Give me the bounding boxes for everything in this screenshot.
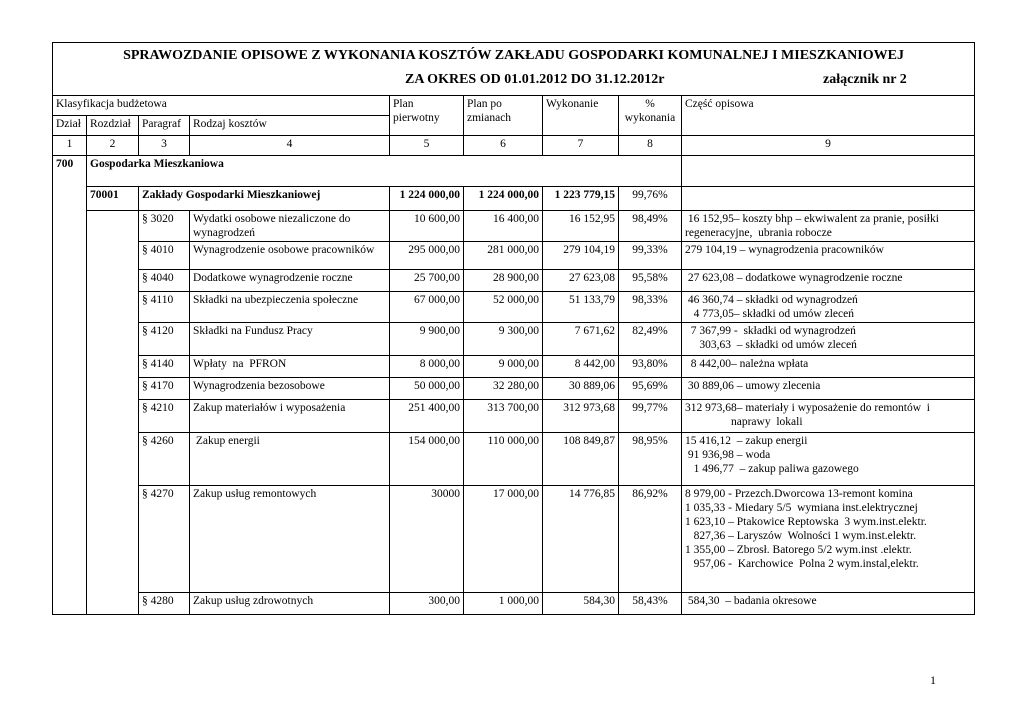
description-line: 27 623,08 – dodatkowe wynagrodzenie roczne	[685, 272, 903, 284]
paragraf-cell: § 4170	[139, 378, 190, 400]
table-row	[53, 486, 975, 593]
description-line: 30 889,06 – umowy zlecenia	[685, 380, 821, 392]
percent-cell: 98,95%	[619, 433, 682, 486]
cost-type-cell: Zakup energii	[190, 433, 390, 486]
percent-symbol: %	[645, 98, 655, 110]
plan-after-cell: 9 300,00	[464, 323, 543, 356]
execution-cell: 51 133,79	[543, 292, 619, 323]
cost-type-cell: Składki na Fundusz Pracy	[190, 323, 390, 356]
description-line: 91 936,98 – woda	[685, 449, 771, 461]
table-row	[53, 378, 975, 400]
spacer-cell	[53, 323, 87, 356]
description-line: 584,30 – badania okresowe	[685, 595, 817, 607]
paragraf-cell: § 4140	[139, 356, 190, 378]
spacer-cell	[53, 400, 87, 433]
execution-cell: 7 671,62	[543, 323, 619, 356]
table-row	[53, 593, 975, 615]
section-description	[682, 156, 975, 187]
percent-cell: 95,69%	[619, 378, 682, 400]
paragraf-cell: § 4260	[139, 433, 190, 486]
cost-type-cell: Wpłaty na PFRON	[190, 356, 390, 378]
column-number: 6	[464, 136, 543, 156]
spacer-cell	[87, 433, 139, 486]
plan-original-cell: 25 700,00	[390, 270, 464, 292]
subsection-description	[682, 187, 975, 211]
spacer-cell	[87, 400, 139, 433]
description-cell	[682, 323, 975, 356]
spacer-cell	[53, 593, 87, 615]
column-number: 1	[53, 136, 87, 156]
subsection-name: Zakłady Gospodarki Mieszkaniowej	[139, 187, 390, 211]
subsection-execution: 1 223 779,15	[543, 187, 619, 211]
column-number: 8	[619, 136, 682, 156]
column-number: 3	[139, 136, 190, 156]
cost-type-cell: Dodatkowe wynagrodzenie roczne	[190, 270, 390, 292]
description-line: 1 623,10 – Ptakowice Reptowska 3 wym.inst.elektr.	[685, 516, 927, 528]
paragraf-cell: § 4010	[139, 242, 190, 270]
plan-original-cell: 154 000,00	[390, 433, 464, 486]
description-line: 15 416,12 – zakup energii	[685, 435, 808, 447]
subsection-plan-after: 1 224 000,00	[464, 187, 543, 211]
description-line: naprawy lokali	[685, 416, 803, 428]
execution-cell: 584,30	[543, 593, 619, 615]
description-cell	[682, 242, 975, 270]
column-number: 7	[543, 136, 619, 156]
table-row	[53, 356, 975, 378]
subsection-percent: 99,76%	[619, 187, 682, 211]
description-line: 7 367,99 - składki od wynagrodzeń	[685, 325, 856, 337]
description-cell	[682, 400, 975, 433]
description-line: 4 773,05– składki od umów zleceń	[685, 308, 854, 320]
spacer-cell	[87, 593, 139, 615]
description-header: Część opisowa	[682, 96, 975, 136]
plan-after-cell: 1 000,00	[464, 593, 543, 615]
plan-original-cell: 300,00	[390, 593, 464, 615]
plan-after-cell: 9 000,00	[464, 356, 543, 378]
rodzaj-header: Rodzaj kosztów	[190, 116, 390, 136]
page-number: 1	[930, 673, 936, 687]
table-row	[53, 292, 975, 323]
execution-cell: 16 152,95	[543, 211, 619, 242]
plan-original-cell: 8 000,00	[390, 356, 464, 378]
description-line: 827,36 – Laryszów Wolności 1 wym.inst.elektr.	[685, 530, 917, 542]
execution-cell: 14 776,85	[543, 486, 619, 593]
spacer-cell	[53, 433, 87, 486]
column-number: 5	[390, 136, 464, 156]
table-row	[53, 400, 975, 433]
subsection-code: 70001	[87, 187, 139, 211]
cost-type-cell: Zakup materiałów i wyposażenia	[190, 400, 390, 433]
plan-original-cell: 10 600,00	[390, 211, 464, 242]
plan-original-cell: 251 400,00	[390, 400, 464, 433]
rozdzial-header: Rozdział	[87, 116, 139, 136]
plan-after-cell: 28 900,00	[464, 270, 543, 292]
percent-cell: 93,80%	[619, 356, 682, 378]
paragraf-cell: § 4040	[139, 270, 190, 292]
table-row	[53, 211, 975, 242]
description-line: 8 442,00– należna wpłata	[685, 358, 809, 370]
plan-after-header: Plan po zmianach	[464, 96, 543, 136]
paragraf-cell: § 4270	[139, 486, 190, 593]
spacer-cell	[87, 486, 139, 593]
description-cell	[682, 378, 975, 400]
table-row	[53, 242, 975, 270]
description-line: 1 355,00 – Zbrosł. Batorego 5/2 wym.inst .elektr.	[685, 544, 912, 556]
description-line: 303,63 – składki od umów zleceń	[685, 339, 857, 351]
percent-subtitle: wykonania	[624, 112, 676, 124]
description-line: 1 496,77 – zakup paliwa gazowego	[685, 463, 859, 475]
spacer-cell	[87, 378, 139, 400]
description-cell	[682, 486, 975, 593]
percent-cell: 99,33%	[619, 242, 682, 270]
description-cell	[682, 211, 975, 242]
percent-cell: 98,49%	[619, 211, 682, 242]
spacer-cell	[53, 242, 87, 270]
spacer-cell	[53, 486, 87, 593]
budget-classification-header: Klasyfikacja budżetowa	[53, 96, 390, 116]
section-name: Gospodarka Mieszkaniowa	[87, 156, 682, 187]
percent-cell: 86,92%	[619, 486, 682, 593]
dzial-header: Dział	[53, 116, 87, 136]
spacer-cell	[53, 378, 87, 400]
description-line: 1 035,33 - Miedary 5/5 wymiana inst.elektrycznej	[685, 502, 918, 514]
description-line: 46 360,74 – składki od wynagrodzeń	[685, 294, 858, 306]
plan-original-cell: 50 000,00	[390, 378, 464, 400]
plan-original-cell: 30000	[390, 486, 464, 593]
plan-after-cell: 32 280,00	[464, 378, 543, 400]
plan-original-cell: 67 000,00	[390, 292, 464, 323]
percent-cell: 98,33%	[619, 292, 682, 323]
spacer-cell	[87, 356, 139, 378]
plan-after-cell: 281 000,00	[464, 242, 543, 270]
percent-cell: 58,43%	[619, 593, 682, 615]
execution-cell: 27 623,08	[543, 270, 619, 292]
spacer-cell	[87, 270, 139, 292]
table-row	[53, 323, 975, 356]
plan-after-cell: 52 000,00	[464, 292, 543, 323]
plan-after-cell: 313 700,00	[464, 400, 543, 433]
paragraf-header: Paragraf	[139, 116, 190, 136]
execution-header: Wykonanie	[543, 96, 619, 136]
table-row	[53, 270, 975, 292]
report-table	[52, 42, 975, 615]
title-line: SPRAWOZDANIE OPISOWE Z WYKONANIA KOSZTÓW ZAKŁADU GOSPODARKI KOMUNALNEJ I MIESZKANIOWEJ	[123, 48, 904, 63]
spacer-cell	[53, 356, 87, 378]
subsection-row	[53, 187, 975, 211]
paragraf-cell: § 4280	[139, 593, 190, 615]
description-cell	[682, 593, 975, 615]
paragraf-cell: § 4210	[139, 400, 190, 433]
description-line: 8 979,00 - Przezch.Dworcowa 13-remont komina	[685, 488, 913, 500]
execution-cell: 8 442,00	[543, 356, 619, 378]
percent-cell: 82,49%	[619, 323, 682, 356]
annex-label: załącznik nr 2	[823, 72, 907, 87]
spacer-cell	[87, 211, 139, 242]
subsection-plan-original: 1 224 000,00	[390, 187, 464, 211]
description-line: 312 973,68– materiały i wyposażenie do remontów i	[685, 402, 930, 414]
execution-cell: 279 104,19	[543, 242, 619, 270]
spacer-cell	[53, 211, 87, 242]
cost-type-cell: Wynagrodzenia bezosobowe	[190, 378, 390, 400]
description-line: 957,06 - Karchowice Polna 2 wym.instal,elektr.	[685, 558, 919, 570]
report-period: ZA OKRES OD 01.01.2012 DO 31.12.2012r	[405, 72, 665, 87]
description-cell	[682, 356, 975, 378]
description-cell	[682, 292, 975, 323]
plan-original-header: Plan pierwotny	[390, 96, 464, 136]
percent-cell: 99,77%	[619, 400, 682, 433]
section-code: 700	[53, 156, 87, 187]
plan-after-cell: 17 000,00	[464, 486, 543, 593]
spacer-cell	[87, 323, 139, 356]
description-line: regeneracyjne, ubrania robocze	[685, 227, 832, 239]
cost-type-cell: Wydatki osobowe niezaliczone do wynagrodzeń	[190, 211, 390, 242]
spacer-cell	[87, 242, 139, 270]
description-line: 279 104,19 – wynagrodzenia pracowników	[685, 244, 884, 256]
spacer-cell	[53, 270, 87, 292]
cost-type-cell: Składki na ubezpieczenia społeczne	[190, 292, 390, 323]
column-numbers-row	[53, 136, 975, 156]
plan-original-cell: 9 900,00	[390, 323, 464, 356]
section-row	[53, 156, 975, 187]
column-number: 9	[682, 136, 975, 156]
description-line: 16 152,95– koszty bhp – ekwiwalent za pranie, posiłki	[685, 213, 939, 225]
cost-type-cell: Zakup usług remontowych	[190, 486, 390, 593]
plan-after-cell: 16 400,00	[464, 211, 543, 242]
paragraf-cell: § 4120	[139, 323, 190, 356]
description-cell	[682, 433, 975, 486]
percent-header	[619, 96, 682, 136]
column-number: 2	[87, 136, 139, 156]
spacer-cell	[53, 292, 87, 323]
execution-cell: 30 889,06	[543, 378, 619, 400]
description-cell	[682, 270, 975, 292]
table-row	[53, 433, 975, 486]
spacer-cell	[87, 292, 139, 323]
execution-cell: 108 849,87	[543, 433, 619, 486]
percent-cell: 95,58%	[619, 270, 682, 292]
report-document	[52, 42, 974, 615]
cost-type-cell: Zakup usług zdrowotnych	[190, 593, 390, 615]
plan-after-cell: 110 000,00	[464, 433, 543, 486]
section-spacer	[53, 187, 87, 211]
cost-type-cell: Wynagrodzenie osobowe pracowników	[190, 242, 390, 270]
execution-cell: 312 973,68	[543, 400, 619, 433]
column-number: 4	[190, 136, 390, 156]
paragraf-cell: § 4110	[139, 292, 190, 323]
paragraf-cell: § 3020	[139, 211, 190, 242]
report-title	[53, 43, 975, 96]
plan-original-cell: 295 000,00	[390, 242, 464, 270]
